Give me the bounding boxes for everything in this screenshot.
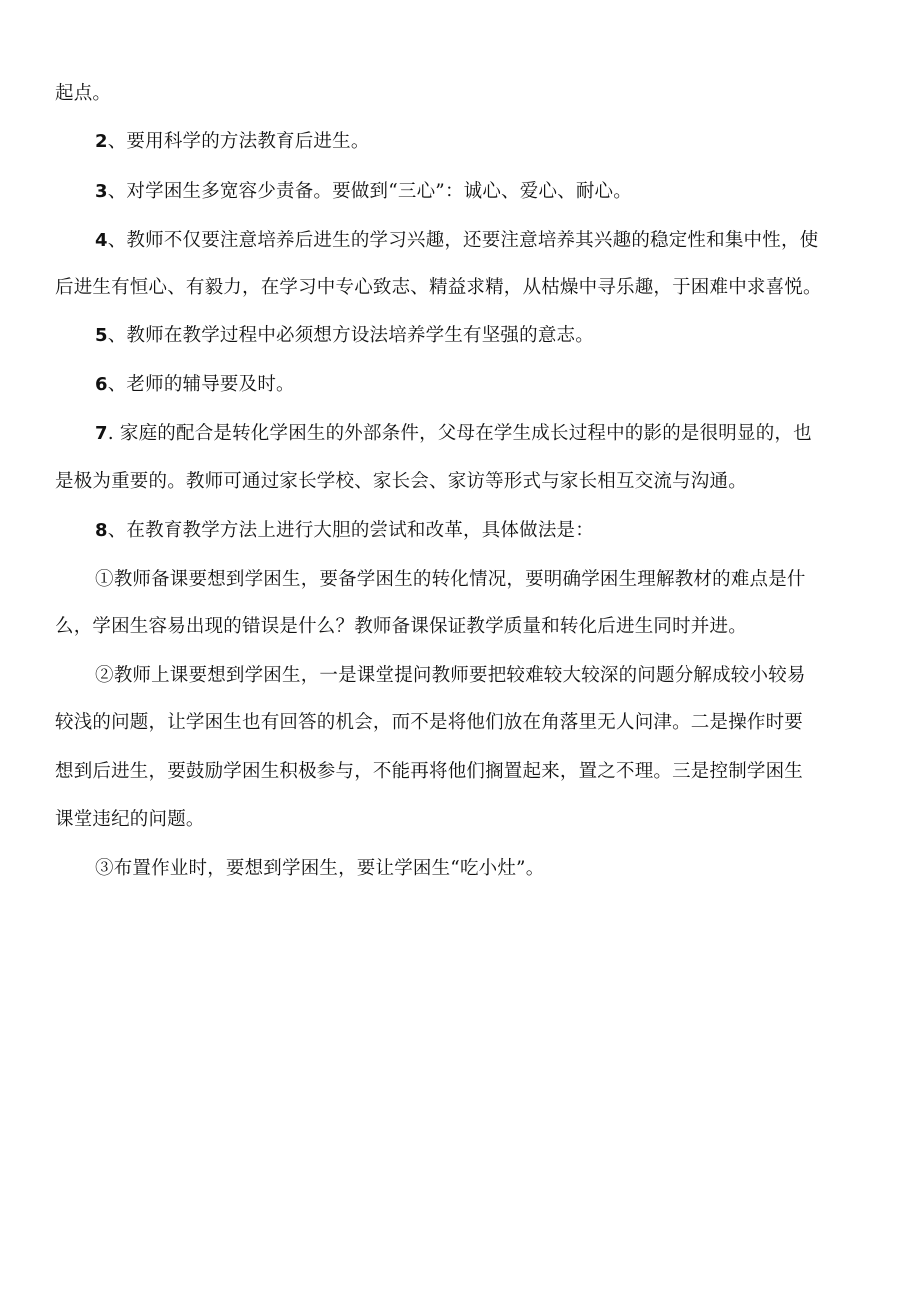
- item-text: 、教师不仅要注意培养后进生的学习兴趣，还要注意培养其兴趣的稳定性和集中性，使: [107, 230, 819, 251]
- paragraph-continuation: 起点。: [55, 83, 112, 104]
- item-text: 、要用科学的方法教育后进生。: [107, 131, 370, 152]
- item-number: 2: [95, 131, 108, 152]
- item-number: 6: [95, 374, 108, 395]
- item-text: 、老师的辅导要及时。: [107, 374, 295, 395]
- item-3: [95, 179, 870, 205]
- item-number: 5: [95, 325, 108, 346]
- item-4: [95, 228, 870, 254]
- item-number: 8: [95, 520, 108, 541]
- item-8: [95, 518, 870, 544]
- item-number: 4: [95, 230, 108, 251]
- item-number: 7: [95, 423, 108, 444]
- subitem-1: ①教师备课要想到学困生，要备学困生的转化情况，要明确学困生理解教材的难点是什: [95, 569, 806, 590]
- item-text: . 家庭的配合是转化学困生的外部条件，父母在学生成长过程中的影的是很明显的，也: [107, 423, 812, 444]
- item-number: 3: [95, 181, 108, 202]
- subitem-2-continuation-3: 课堂违纪的问题。: [55, 809, 205, 830]
- subitem-2-continuation-2: 想到后进生，要鼓励学困生积极参与，不能再将他们搁置起来，置之不理。三是控制学困生: [55, 761, 804, 782]
- item-7-continuation: 是极为重要的。教师可通过家长学校、家长会、家访等形式与家长相互交流与沟通。: [55, 471, 747, 492]
- item-5: [95, 323, 870, 349]
- item-text: 、在教育教学方法上进行大胆的尝试和改革，具体做法是：: [107, 520, 594, 541]
- item-7: [95, 421, 870, 447]
- item-text: 、教师在教学过程中必须想方设法培养学生有坚强的意志。: [107, 325, 594, 346]
- item-2: [95, 129, 870, 155]
- item-4-continuation: 后进生有恒心、有毅力，在学习中专心致志、精益求精，从枯燥中寻乐趣，于困难中求喜悦。: [55, 277, 822, 298]
- subitem-2-continuation-1: 较浅的问题，让学困生也有回答的机会，而不是将他们放在角落里无人问津。二是操作时要: [55, 712, 804, 733]
- subitem-1-continuation: 么，学困生容易出现的错误是什么？教师备课保证教学质量和转化后进生同时并进。: [55, 616, 747, 637]
- item-6: [95, 372, 870, 398]
- item-text: 、对学困生多宽容少责备。要做到“三心”：诚心、爱心、耐心。: [107, 181, 632, 202]
- subitem-2: ②教师上课要想到学困生，一是课堂提问教师要把较难较大较深的问题分解成较小较易: [95, 665, 806, 686]
- subitem-3: ③布置作业时，要想到学困生，要让学困生“吃小灶”。: [95, 858, 545, 879]
